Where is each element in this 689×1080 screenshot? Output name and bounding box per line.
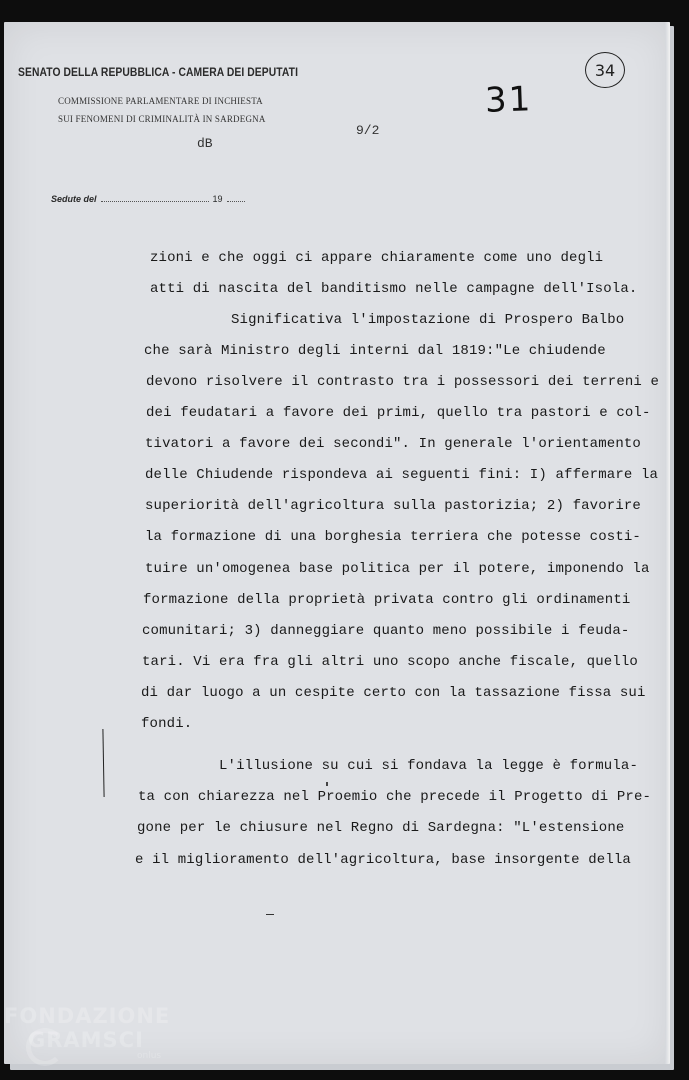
- body-line: di dar luogo a un cespite certo con la tassazione fissa sui: [141, 685, 646, 701]
- watermark-line-1: FONDAZIONE: [4, 1004, 171, 1028]
- margin-pen-mark: [102, 729, 105, 797]
- body-line: atti di nascita del banditismo nelle campagne dell'Isola.: [150, 281, 638, 297]
- handwritten-page-number: 31: [484, 79, 533, 121]
- body-line: gone per le chiusure nel Regno di Sardegna: "L'estensione: [137, 820, 625, 836]
- year-fill-line: [227, 201, 245, 202]
- page-reference: 9/2: [356, 123, 380, 138]
- body-line: delle Chiudende rispondeva ai seguenti fini: I) affermare la: [145, 467, 659, 483]
- body-line: L'illusione su cui si fondava la legge è formula-: [219, 758, 639, 774]
- body-line: tari. Vi era fra gli altri uno scopo anche fiscale, quello: [142, 654, 638, 670]
- commission-line-1: COMMISSIONE PARLAMENTARE DI INCHIESTA: [58, 96, 263, 106]
- circled-number: 34: [594, 60, 616, 80]
- watermark-line-3: onlus: [137, 1051, 162, 1061]
- fondazione-gramsci-watermark: [4, 1004, 171, 1061]
- year-prefix: 19: [212, 194, 223, 204]
- body-line: tuire un'omogenea base politica per il potere, imponendo la: [145, 561, 650, 577]
- body-line: che sarà Ministro degli interni dal 1819:"Le chiudende: [144, 343, 606, 359]
- body-line: formazione della proprietà privata contro gli ordinamenti: [143, 592, 631, 608]
- pen-tick: [326, 782, 328, 786]
- body-line: devono risolvere il contrasto tra i possessori dei terreni e: [146, 374, 660, 390]
- institution-header: SENATO DELLA REPUBBLICA - CAMERA DEI DEPUTATI: [18, 65, 299, 79]
- body-line: fondi.: [141, 716, 193, 732]
- body-line: superiorità dell'agricoltura sulla pastorizia; 2) favorire: [145, 498, 641, 514]
- circled-number-stamp: [585, 52, 625, 88]
- date-fill-line: [101, 201, 209, 202]
- document-code: dB: [197, 136, 213, 151]
- body-line: tivatori a favore dei secondi". In generale l'orientamento: [145, 436, 641, 452]
- body-line: zioni e che oggi ci appare chiaramente come uno degli: [150, 250, 604, 266]
- body-line: la formazione di una borghesia terriera che potesse costi-: [145, 529, 641, 545]
- body-line: e il miglioramento dell'agricoltura, base insorgente della: [135, 852, 631, 868]
- session-date-field: [51, 194, 245, 204]
- watermark-line-2: GRAMSCI: [28, 1028, 144, 1052]
- body-line: ta con chiarezza nel Proemio che precede il Progetto di Pre-: [138, 789, 652, 805]
- pen-dash: [266, 914, 274, 915]
- session-label: Sedute del: [51, 194, 97, 204]
- page-edge: [665, 22, 670, 1064]
- body-line: dei feudatari a favore dei primi, quello tra pastori e col-: [146, 405, 651, 421]
- body-line: Significativa l'impostazione di Prospero Balbo: [231, 312, 625, 328]
- body-line: comunitari; 3) danneggiare quanto meno possibile i feuda-: [142, 623, 630, 639]
- commission-line-2: SUI FENOMENI DI CRIMINALITÀ IN SARDEGNA: [58, 114, 266, 124]
- document-page: [4, 22, 670, 1064]
